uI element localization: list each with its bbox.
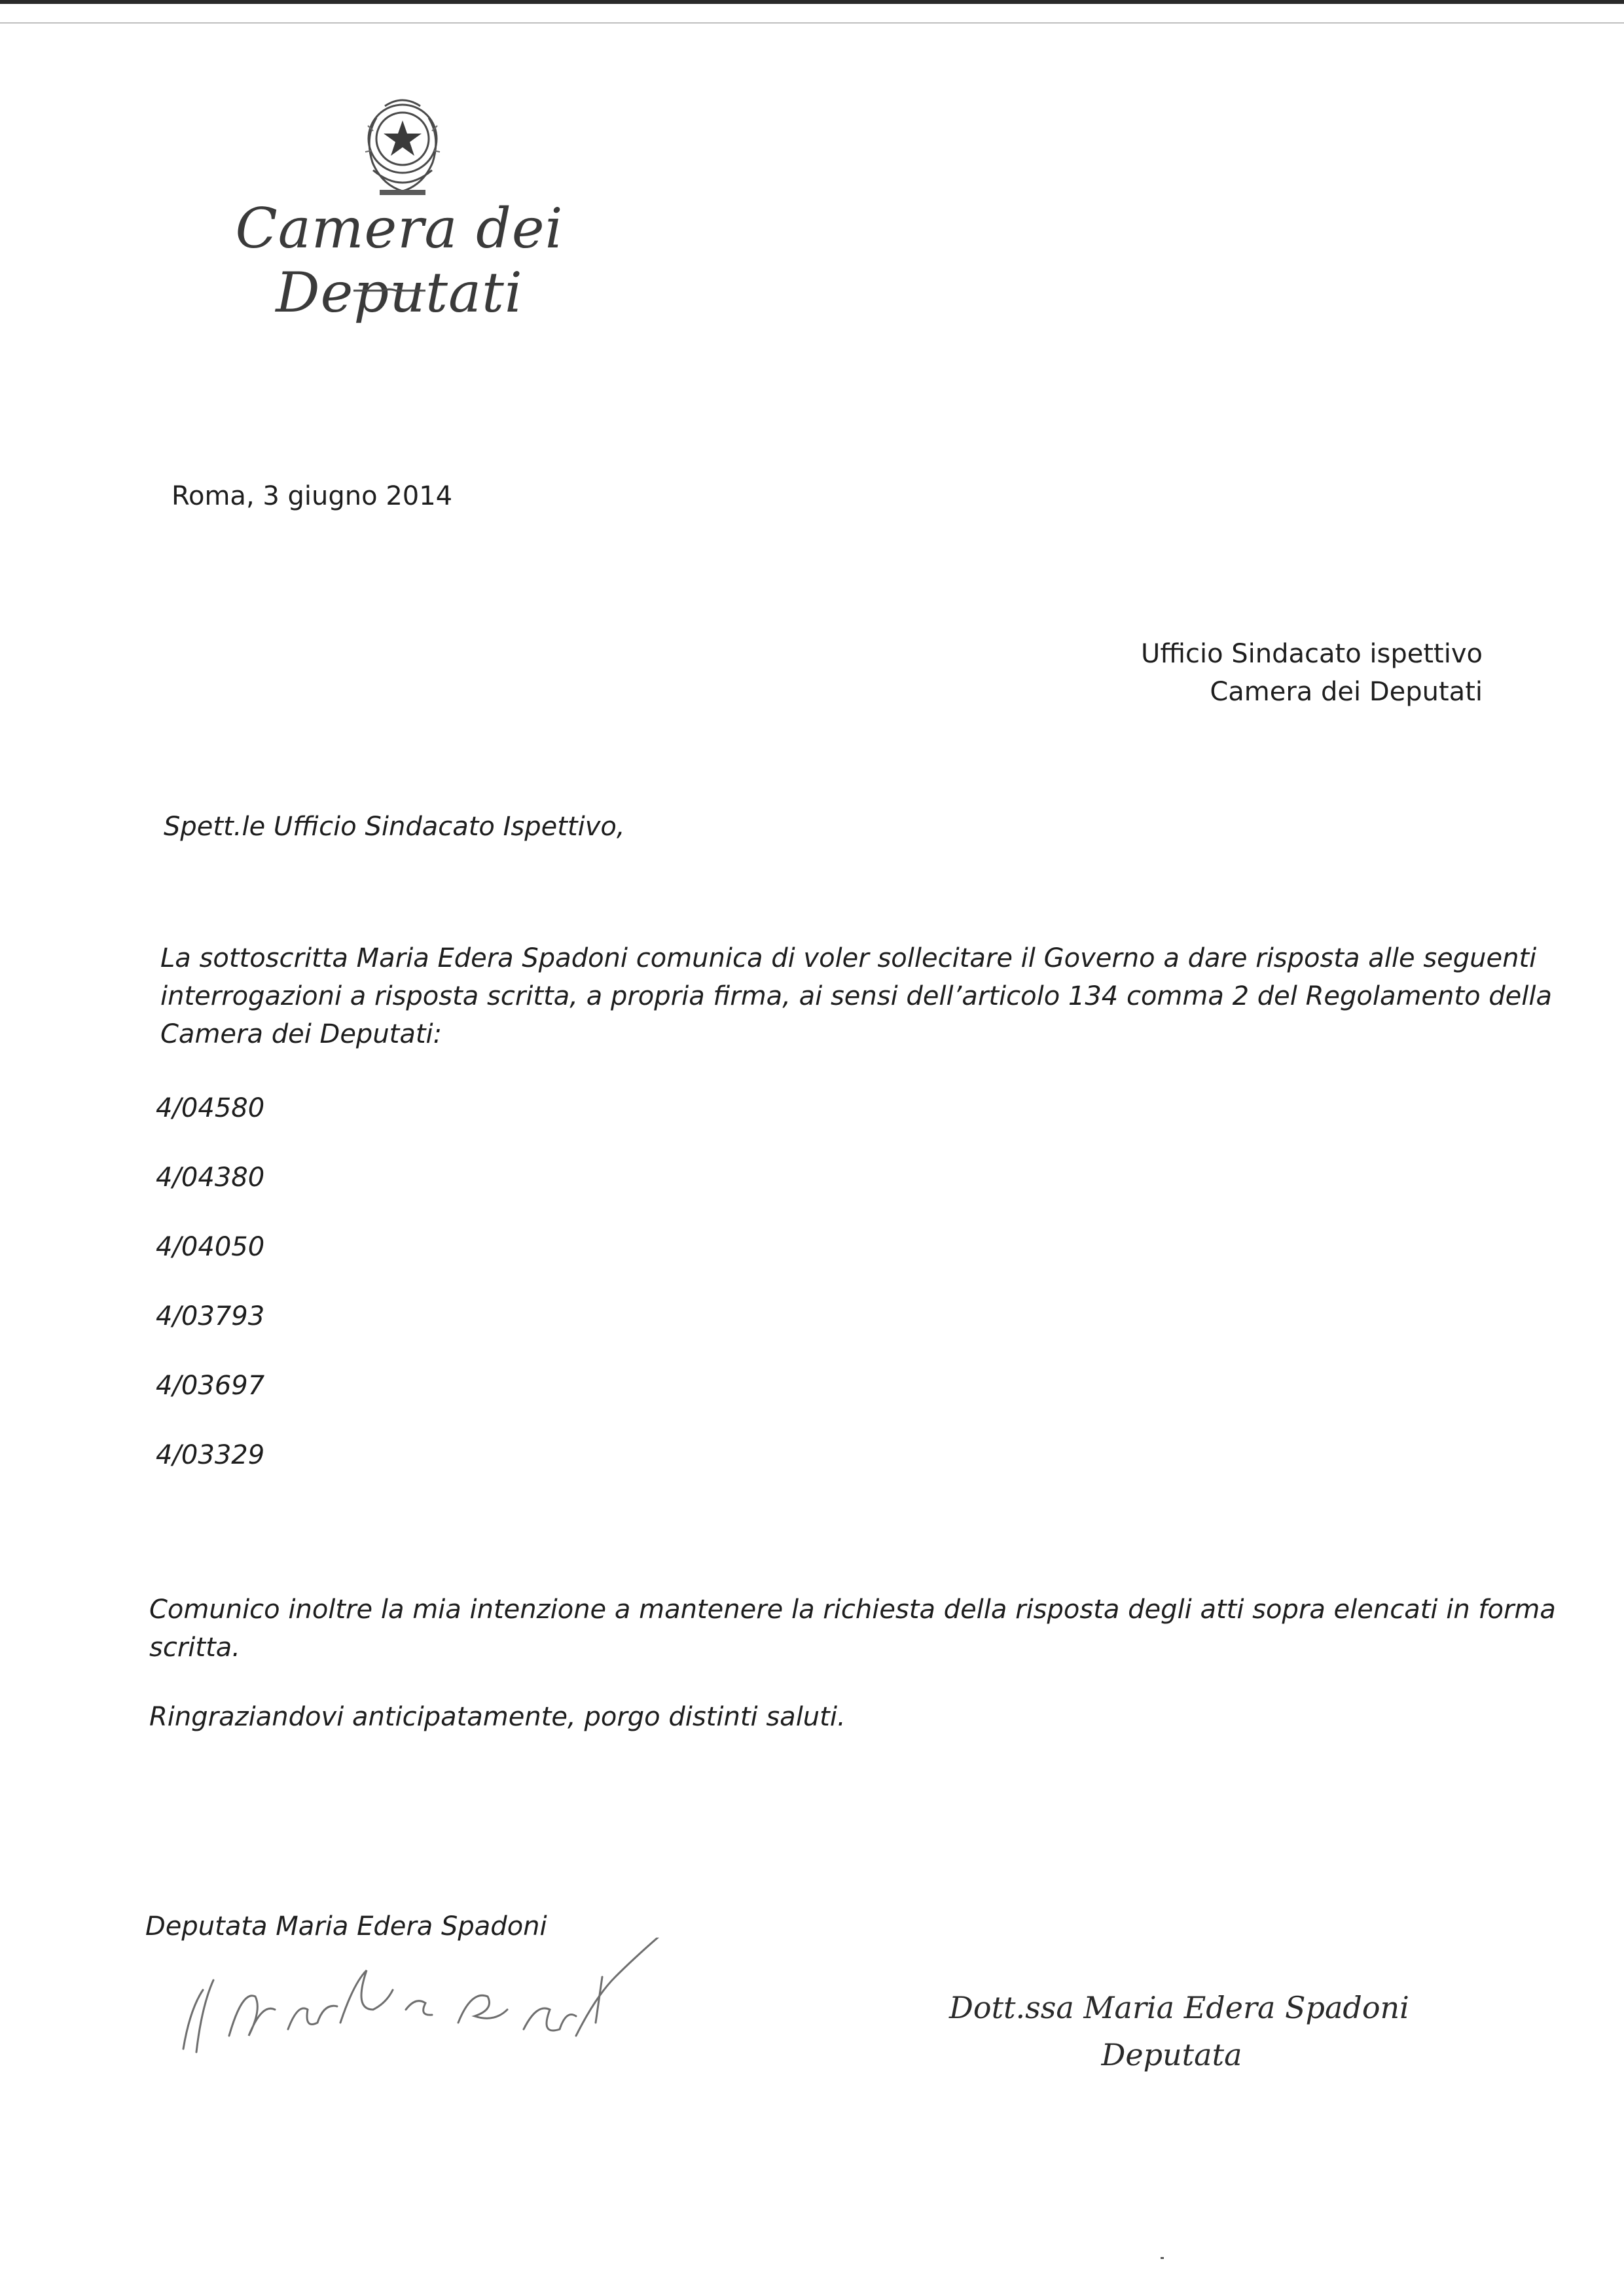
letterhead-flourish xyxy=(353,288,425,293)
italian-republic-emblem-icon xyxy=(353,92,452,203)
handwritten-signature-icon xyxy=(144,1938,733,2082)
protocol-item: 4/03793 xyxy=(156,1301,265,1331)
salutation: Spett.le Ufficio Sindacato Ispettivo, xyxy=(164,812,625,842)
letterhead-institution-name: Camera dei Deputati xyxy=(235,196,564,325)
closing-paragraph xyxy=(149,1591,1556,1667)
stamp-role: Deputata xyxy=(1101,2037,1242,2072)
official-stamp xyxy=(949,1990,1409,2072)
protocol-item: 4/03329 xyxy=(156,1440,265,1470)
closing-line-1: Comunico inoltre la mia intenzione a mantenere la richiesta della risposta degli atti sopra elencati in forma xyxy=(149,1595,1556,1625)
recipient-line-1: Ufficio Sindacato ispettivo xyxy=(1141,639,1483,669)
date-line: Roma, 3 giugno 2014 xyxy=(171,481,453,511)
closing-line-2: scritta. xyxy=(149,1633,240,1663)
intro-line-2: interrogazioni a risposta scritta, a propria firma, ai sensi dell’articolo 134 comma 2 del Regolamento della xyxy=(160,981,1552,1011)
intro-line-1: La sottoscritta Maria Edera Spadoni comunica di voler sollecitare il Governo a dare risposta alle seguenti xyxy=(160,943,1537,973)
thanks-line: Ringraziandovi anticipatamente, porgo distinti saluti. xyxy=(149,1702,846,1732)
stamp-name: Dott.ssa Maria Edera Spadoni xyxy=(949,1990,1409,2025)
protocol-item: 4/04580 xyxy=(156,1093,265,1123)
protocol-item: 4/03697 xyxy=(156,1371,265,1401)
scan-edge-top xyxy=(0,0,1624,4)
protocol-item: 4/04050 xyxy=(156,1232,265,1262)
scan-speck xyxy=(1161,2257,1164,2259)
protocol-item: 4/04380 xyxy=(156,1163,265,1193)
signature-label: Deputata Maria Edera Spadoni xyxy=(145,1911,547,1942)
recipient-line-2: Camera dei Deputati xyxy=(1210,677,1483,707)
protocol-list xyxy=(156,1093,264,1509)
scan-rule-top xyxy=(0,22,1624,24)
intro-paragraph xyxy=(160,939,1552,1053)
recipient-block xyxy=(1141,635,1483,711)
intro-line-3: Camera dei Deputati: xyxy=(160,1019,442,1049)
